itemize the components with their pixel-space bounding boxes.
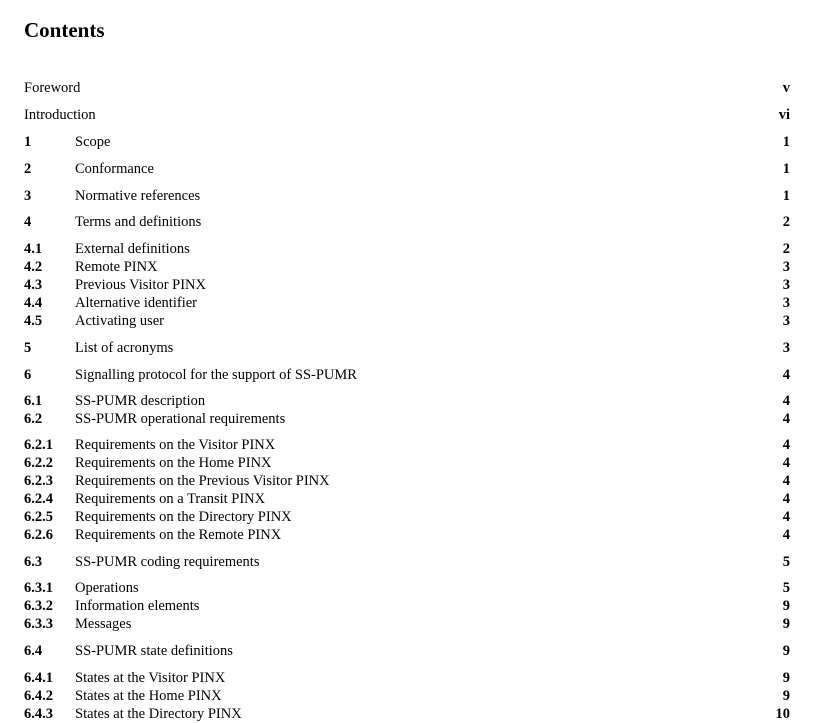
toc-entry[interactable] — [0, 669, 813, 687]
toc-entry-number: 6.2.6 — [24, 527, 53, 543]
toc-entry-page-number: 1 — [782, 134, 790, 150]
toc-entry-title[interactable]: States at the Visitor PINX — [75, 670, 226, 686]
toc-entry[interactable] — [0, 615, 813, 633]
toc-entry-title[interactable]: SS-PUMR state definitions — [75, 643, 233, 659]
toc-entry-number: 6.2.4 — [24, 491, 53, 507]
toc-entry[interactable] — [0, 579, 813, 597]
toc-entry-number: 6.3.1 — [24, 580, 53, 596]
toc-entry[interactable] — [0, 436, 813, 454]
toc-entry-page-number: 4 — [782, 473, 790, 489]
toc-entry-number: 6.3 — [24, 554, 43, 570]
toc-entry-page-number: vi — [778, 107, 790, 123]
toc-entry[interactable] — [0, 213, 813, 231]
page-title: Contents — [24, 18, 105, 42]
toc-entry-title[interactable]: SS-PUMR coding requirements — [75, 554, 260, 570]
toc-entry-page-number: 4 — [782, 527, 790, 543]
toc-entry-number: 6.4 — [24, 643, 43, 659]
toc-entry-page-number: 2 — [782, 214, 790, 230]
toc-entry[interactable] — [0, 490, 813, 508]
toc-entry[interactable] — [0, 258, 813, 276]
toc-entry-title[interactable]: List of acronyms — [75, 340, 174, 356]
toc-entry-number: 4.4 — [24, 295, 43, 311]
toc-entry-title[interactable]: Messages — [75, 616, 132, 632]
toc-entry-page-number: 3 — [782, 340, 790, 356]
toc-entry[interactable] — [0, 642, 813, 660]
toc-entry[interactable] — [0, 553, 813, 571]
toc-entry-title[interactable]: Requirements on the Home PINX — [75, 455, 272, 471]
toc-entry-title[interactable]: Previous Visitor PINX — [75, 277, 206, 293]
toc-entry-title[interactable]: Scope — [75, 134, 111, 150]
toc-entry-title[interactable]: Requirements on the Visitor PINX — [75, 437, 276, 453]
toc-entry[interactable] — [0, 410, 813, 428]
toc-entry-title[interactable]: Operations — [75, 580, 139, 596]
toc-entry-page-number: 3 — [782, 259, 790, 275]
toc-entry-number: 6.3.3 — [24, 616, 53, 632]
toc-entry-page-number: 3 — [782, 277, 790, 293]
toc-entry-page-number: 1 — [782, 188, 790, 204]
toc-entry-page-number: 4 — [782, 491, 790, 507]
toc-entry-number: 6.2 — [24, 411, 43, 427]
toc-entry-title[interactable]: Signalling protocol for the support of SS-PUMR — [75, 367, 357, 383]
toc-entry-page-number: 5 — [782, 554, 790, 570]
toc-entry-number: 5 — [24, 340, 32, 356]
toc-entry[interactable] — [0, 240, 813, 258]
toc-entry[interactable] — [0, 79, 813, 97]
toc-entry-page-number: 3 — [782, 313, 790, 329]
toc-entry-title[interactable]: Requirements on a Transit PINX — [75, 491, 266, 507]
toc-entry-number: 2 — [24, 161, 32, 177]
toc-entry-page-number: 10 — [775, 706, 790, 722]
toc-entry[interactable] — [0, 472, 813, 490]
toc-entry-title[interactable]: States at the Home PINX — [75, 688, 222, 704]
toc-entry-page-number: 4 — [782, 455, 790, 471]
toc-entry-number: 6.3.2 — [24, 598, 53, 614]
toc-entry-page-number: 2 — [782, 241, 790, 257]
toc-entry[interactable] — [0, 705, 813, 723]
toc-entry-title[interactable]: States at the Directory PINX — [75, 706, 242, 722]
toc-entry-title[interactable]: SS-PUMR operational requirements — [75, 411, 286, 427]
toc-entry[interactable] — [0, 366, 813, 384]
toc-entry-title[interactable]: Activating user — [75, 313, 164, 329]
toc-entry[interactable] — [0, 187, 813, 205]
toc-entry[interactable] — [0, 392, 813, 410]
toc-entry-title[interactable]: Terms and definitions — [75, 214, 202, 230]
toc-entry-number: 4.5 — [24, 313, 43, 329]
toc-entry-page-number: 9 — [782, 598, 790, 614]
toc-entry-page-number: 4 — [782, 411, 790, 427]
toc-entry[interactable] — [0, 276, 813, 294]
toc-entry-title[interactable]: Requirements on the Remote PINX — [75, 527, 282, 543]
toc-entry[interactable] — [0, 526, 813, 544]
toc-entry-number: 6.4.2 — [24, 688, 53, 704]
toc-entry-title[interactable]: Conformance — [75, 161, 154, 177]
toc-entry[interactable] — [0, 294, 813, 312]
toc-entry-number: 6.1 — [24, 393, 43, 409]
toc-entry-number: 6.2.2 — [24, 455, 53, 471]
toc-entry-title[interactable]: Requirements on the Directory PINX — [75, 509, 292, 525]
toc-entry-number: 3 — [24, 188, 32, 204]
toc-entry-number: 6.4.1 — [24, 670, 53, 686]
toc-entry-number: 6.2.5 — [24, 509, 53, 525]
toc-entry-page-number: 5 — [782, 580, 790, 596]
toc-entry-number: 4.1 — [24, 241, 43, 257]
toc-entry-title[interactable]: Requirements on the Previous Visitor PINX — [75, 473, 330, 489]
toc-entry[interactable] — [0, 597, 813, 615]
toc-entry-title[interactable]: Introduction — [24, 107, 96, 123]
toc-entry-title[interactable]: Alternative identifier — [75, 295, 197, 311]
toc-entry-page-number: v — [782, 80, 790, 96]
toc-entry-number: 1 — [24, 134, 32, 150]
toc-entry[interactable] — [0, 339, 813, 357]
toc-entry-number: 6.2.1 — [24, 437, 53, 453]
toc-entry-number: 6.2.3 — [24, 473, 53, 489]
toc-entry-title[interactable]: Remote PINX — [75, 259, 158, 275]
toc-entry[interactable] — [0, 160, 813, 178]
toc-entry[interactable] — [0, 454, 813, 472]
toc-entry-number: 6.4.3 — [24, 706, 53, 722]
toc-entry[interactable] — [0, 133, 813, 151]
toc-entry-page-number: 1 — [782, 161, 790, 177]
toc-entry[interactable] — [0, 312, 813, 330]
toc-entry-number: 6 — [24, 367, 32, 383]
toc-entry-number: 4.3 — [24, 277, 43, 293]
toc-entry-title[interactable]: SS-PUMR description — [75, 393, 206, 409]
toc-entry-page-number: 9 — [782, 688, 790, 704]
toc-entry-page-number: 4 — [782, 393, 790, 409]
toc-entry[interactable] — [0, 687, 813, 705]
toc-entry[interactable] — [0, 508, 813, 526]
toc-entry-page-number: 3 — [782, 295, 790, 311]
toc-entry[interactable] — [0, 106, 813, 124]
toc-entry-title[interactable]: Foreword — [24, 80, 81, 96]
toc-entry-number: 4 — [24, 214, 32, 230]
toc-entry-page-number: 9 — [782, 616, 790, 632]
toc-entry-title[interactable]: Information elements — [75, 598, 200, 614]
toc-entry-page-number: 4 — [782, 437, 790, 453]
toc-entry-page-number: 4 — [782, 367, 790, 383]
toc-entry-page-number: 9 — [782, 670, 790, 686]
toc-entry-title[interactable]: External definitions — [75, 241, 190, 257]
toc-entry-number: 4.2 — [24, 259, 43, 275]
toc-entry-page-number: 4 — [782, 509, 790, 525]
toc-entry-title[interactable]: Normative references — [75, 188, 201, 204]
toc-entry-page-number: 9 — [782, 643, 790, 659]
